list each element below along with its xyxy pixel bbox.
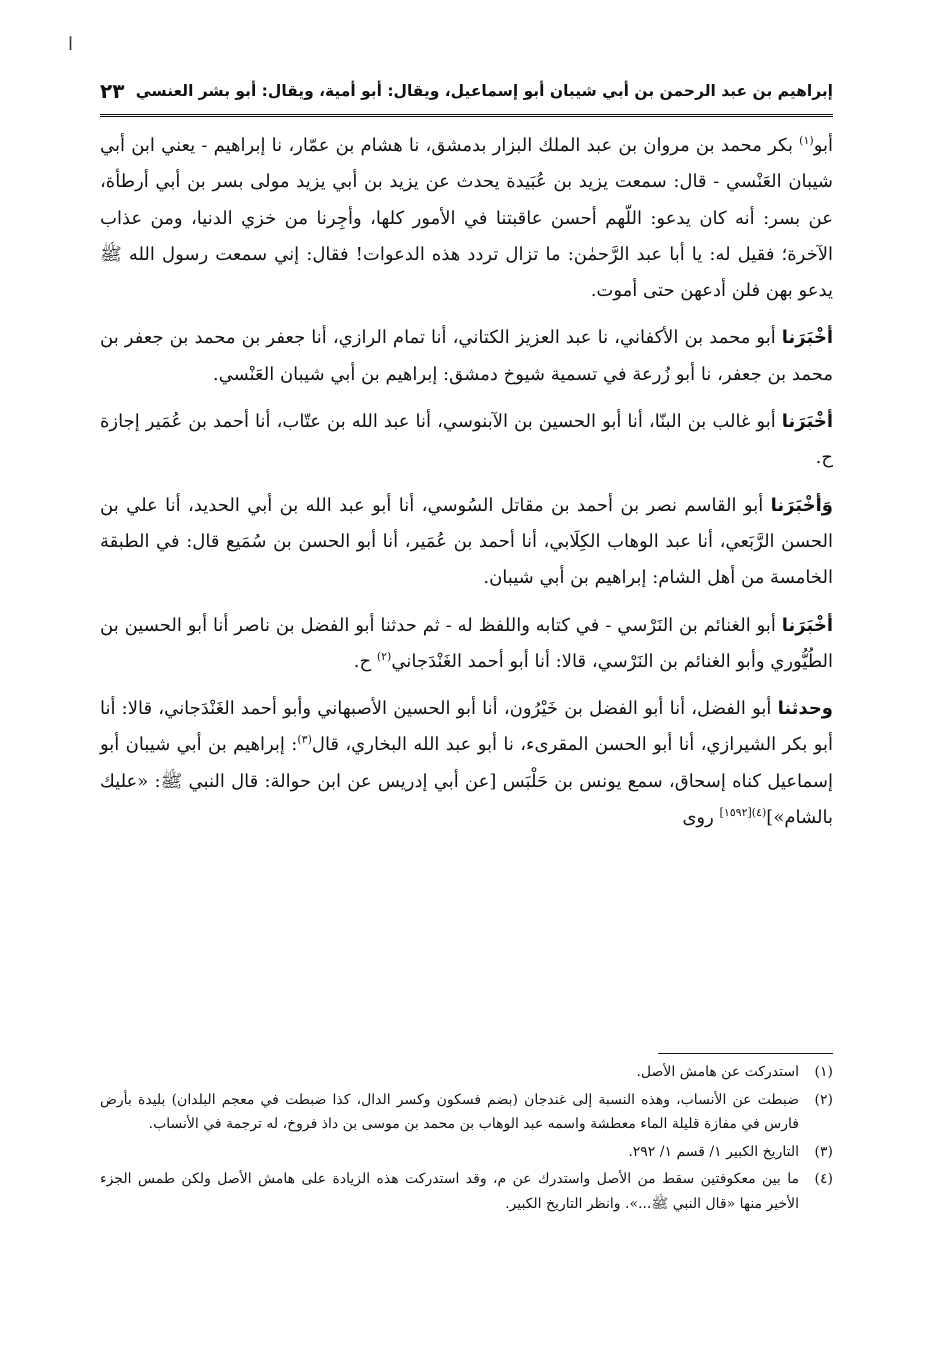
paragraph-4-lead: وَأخْبَرَنا: [770, 494, 833, 516]
footnote-number: (٤): [814, 1171, 833, 1187]
paragraph-4-text: أبو القاسم نصر بن أحمد بن مقاتل السُوسي، أنا أبو عبد الله بن أبي الحديد، أنا علي بن الحسن الرَّبَعي، أنا عبد الوهاب الكِلَابي، أنا أحمد بن عُمَير، أنا أبو الحسن بن سُمَيع قال: في الطبقة الخامسة من أهل الشام: إبراهيم بن أبي شيبان.: [100, 494, 833, 589]
page-number: ٢٣: [100, 79, 125, 103]
paragraph-6-text-2: : إبراهيم بن أبي شيبان أبو إسماعيل كناه إسحاق، سمع يونس بن حَلْبَس [عن أبي إدريس عن ابن حوالة: قال النبي ﷺ: «عليك بالشام»]: [100, 734, 833, 829]
main-text: [100, 128, 833, 847]
hadith-number: [١٥٩٢]: [719, 806, 752, 820]
running-title: إبراهيم بن عبد الرحمن بن أبي شيبان أبو إسماعيل، ويقال: أبو أمية، ويقال: أبو بشر العنسي: [135, 82, 833, 100]
footnote-separator: [658, 1053, 833, 1054]
page-header: [100, 72, 833, 110]
footnote-number: (٣): [814, 1143, 833, 1160]
footnote-text: التاريخ الكبير ١/ قسم ١/ ٢٩٢.: [628, 1143, 799, 1160]
footnote-4: [100, 1167, 833, 1216]
paragraph-6-text: أبو الفضل، أنا أبو الفضل بن خَيْرُون، أنا أبو الحسين الأصبهاني وأبو أحمد الغَنْدَجاني، قالا: أنا أبو بكر الشيرازي، أنا أبو الحسن المقرىء، نا أبو عبد الله البخاري، قال: [100, 698, 833, 756]
paragraph-3: [100, 404, 833, 477]
corner-mark: ا: [68, 34, 74, 55]
paragraph-1-text: بكر محمد بن مروان بن عبد الملك البزار بدمشق، نا هشام بن عمّار، نا إبراهيم - يعني ابن أبي شيبان العَنْسي - قال: سمعت يزيد بن عُبَيدة يحدث عن يزيد بن أبي يزيد مولى بسر بن أبي أرطأة، عن بسر: أنه كان يدعو: اللّهم أحسن عاقبتنا في الأمور كلها، وأجِرنا من خزي الدنيا، ومن عذاب الآخرة؛ فقيل له: يا أبا عبد الرَّحمٰن: ما تزال تردد هذه الدعوات! فقال: إني سمعت رسول الله ﷺ يدعو بهن فلن أدعهن حتى أموت.: [100, 135, 833, 302]
paragraph-3-lead: أخْبَرَنا: [781, 411, 833, 433]
footnote-ref-4: (٤): [751, 806, 767, 820]
paragraph-1: [100, 128, 833, 309]
footnote-text: استدركت عن هامش الأصل.: [636, 1064, 799, 1080]
footnotes: [100, 1060, 833, 1219]
footnote-ref-1: (١): [799, 134, 814, 147]
paragraph-6: [100, 691, 833, 836]
paragraph-6-lead: وحدثنا: [777, 698, 833, 720]
paragraph-5-lead: أخْبَرَنا: [781, 614, 833, 636]
footnote-text: ما بين معكوفتين سقط من الأصل واستدرك عن م، وقد استدركت هذه الزيادة على هامش الأصل ولكن طمس الجزء الأخير منها «قال النبي ﷺ...». وانظر التاريخ الكبير.: [100, 1171, 799, 1212]
footnote-ref-2: (٢): [376, 649, 392, 663]
footnote-2: [100, 1088, 833, 1137]
footnote-text: ضبطت عن الأنساب، وهذه النسبة إلى غندجان (بضم فسكون وكسر الدال، كذا ضبطت في معجم البلدان) بليدة بأرض فارس في مفازة قليلة الماء معطشة واسمه عبد الوهاب بن محمد بن موسى بن داذ فروخ، له ترجمة في الأنساب.: [100, 1091, 799, 1132]
footnote-3: [100, 1140, 833, 1165]
footnote-1: [100, 1060, 833, 1085]
footnote-number: (٢): [814, 1091, 833, 1108]
paragraph-1-start: أبو: [813, 135, 833, 156]
footnote-ref-3: (٣): [297, 733, 312, 747]
header-rule: [100, 114, 833, 117]
footnote-number: (١): [814, 1064, 833, 1080]
paragraph-5-end: ح.: [353, 650, 377, 672]
paragraph-4: [100, 488, 833, 597]
paragraph-5-text: أبو الغنائم بن النَرْسي - في كتابه واللفظ له - ثم حدثنا أبو الفضل بن ناصر أنا أبو الحسين بن الطُيُّوري وأبو الغنائم بن النَرْسي، قالا: أنا أبو أحمد الغَنْدَجاني: [100, 614, 833, 672]
paragraph-5: [100, 608, 833, 681]
paragraph-2-lead: أخْبَرَنا: [781, 327, 833, 349]
paragraph-6-end: روى: [682, 807, 720, 829]
paragraph-2-text: أبو محمد بن الأكفاني، نا عبد العزيز الكتاني، أنا تمام الرازي، أنا جعفر بن محمد بن جعفر بن محمد بن جعفر، نا أبو زُرعة في تسمية شيوخ دمشق: إبراهيم بن أبي شيبان العَنْسي.: [100, 327, 833, 385]
paragraph-2: [100, 320, 833, 393]
paragraph-3-text: أبو غالب بن البنّا، أنا أبو الحسين بن الآبنوسي، أنا عبد الله بن عتّاب، أنا أحمد بن عُمَير إجازة ح.: [100, 411, 833, 469]
